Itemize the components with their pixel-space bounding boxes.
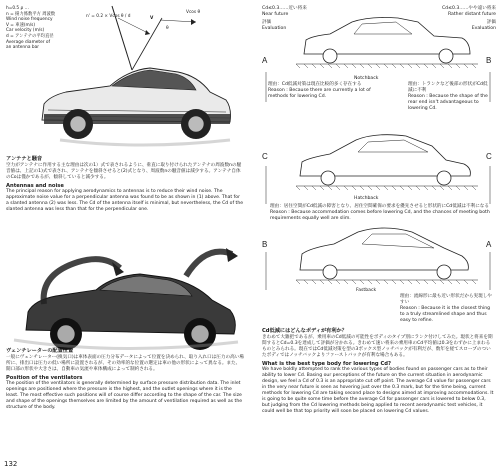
legend-line: Car velocity (m/s)	[6, 28, 45, 34]
best-body-text-jp: きわめて大雑把であるが、乗用車のCd低減の可能性をボディのタイプ別にランク付けしてみた。現状と将来を期間するとCd=0.3を達成して評価が分かれる。きわめて速い将来の乗用車のCd平均値は0.3をわずかに上まわるものとみられる。現在ではCd低減対策を型の3ボックス型ノッチバックが有利だが、数年を経てスロープのついたボディではノッチバックよりファーストバックが有利な場合もある。	[262, 334, 493, 358]
hatchback-grade-right: C	[486, 152, 492, 161]
evaluation-label-jp: 評価	[486, 19, 496, 25]
antenna-formula: n' = 0.2 × Vcos θ / d	[86, 14, 131, 19]
hatchback-label: Hatchback	[354, 196, 379, 201]
best-body-heading-jp: Cd低減にはどんなボディが有利か？	[262, 328, 347, 334]
fastback-grade-right: A	[486, 240, 492, 249]
reason-text-en: Reason : Because accommodation comes before lowering Cd, and the chances of meeting both requirements equally well are slim.	[270, 209, 490, 221]
reason-text-en: Reason : Because there are currently a lot of methods for lowering Cd.	[268, 87, 371, 99]
legend-line: Wind noise frequency	[6, 17, 53, 23]
notchback-grade-right: B	[486, 56, 492, 65]
distant-future-title: Cd≤0.3……やや遠い将来	[441, 6, 496, 11]
evaluation-label-jp: 評価	[262, 19, 272, 25]
near-future-subtitle: Near future	[262, 11, 289, 17]
legend-line: h=0.5 ρ …	[6, 6, 29, 11]
notchback-grade-left: A	[262, 56, 268, 65]
evaluation-label-en: Evaluation	[262, 25, 287, 31]
ventilator-text-en: The position of the ventilators is generally determined by surface pressure distribution data. The inlet openings are positioned where the pressure is the highest, and the outlet openings where it is the least. The most effective such positions will of course differ according to the shape of the car. The size and shape of the openings themselves are limited by the amount of ventilation required as well as the structure of the body.	[6, 381, 243, 411]
legend-line: Average diameter of	[6, 39, 50, 45]
best-body-text-en: We have boldly attempted to rank the various types of bodies found on passenger cars as to their ability to lower Cd. Basing our perceptions of the future on the current situation in aerodynamic design, we feel a Cd of 0.3 is an appropriate cut off point. The average Cd value for passenger cars in the very near future is seen as hovering just over the 0.3 mark, but for the time being, current methods for lowering Cd are taking second place to designs aimed at improving accommodations. It is going to be quite some time before the average Cd for passenger cars is lowered to below 0.3, but judging from the Cd lowering methods being applied to recent aerodynamic test vehicles, it could well be that top priority will soon be placed on lowering Cd values.	[262, 367, 494, 415]
ventilator-heading-en: Position of the ventilators	[6, 374, 83, 381]
notchback-reason-right	[408, 82, 492, 112]
legend-line: d = アンテナの平均直径	[6, 33, 54, 39]
legend-line: n = 揚力係数平方 周波数	[6, 11, 56, 17]
fastback-label: Fastback	[356, 288, 377, 293]
fastback-reason	[400, 294, 492, 324]
reason-text-jp: 理由：トランクなど後部の形状がCd低減に不利	[408, 82, 488, 93]
fastback-grade-left: B	[262, 240, 268, 249]
velocity-label: V	[150, 16, 154, 21]
legend-line: V = 車速(m/s)	[6, 22, 36, 28]
ventilator-heading-jp: ヴェンチレーターの配置位置	[6, 348, 74, 354]
reason-text-en: Reason : Because it is the closest thing to a truly streamlined shape and thus easy to refine.	[400, 305, 491, 323]
theta-label: θ	[166, 26, 169, 31]
reason-text-jp: 理由：Cd低減対策は現在比較的多く存在する	[268, 82, 362, 87]
page-number: 132	[4, 460, 18, 468]
notchback-label: Notchback	[354, 76, 379, 81]
evaluation-label-en: Evaluation	[471, 25, 496, 31]
hatchback-grade-left: C	[262, 152, 268, 161]
distant-future-subtitle: Rather distant future	[447, 11, 496, 17]
velocity-cos-label: Vcos θ	[186, 10, 201, 15]
antenna-heading-en: Antennas and noise	[6, 182, 64, 189]
reason-text-jp: 理由：流線形に最も近い形状だから実現しやすい	[400, 294, 492, 305]
antenna-heading-jp: アンテナと騒音	[6, 156, 43, 162]
best-body-section	[262, 328, 494, 415]
reason-text-en: Reason : Because the shape of the rear end isn't advantageous to lowering Cd.	[408, 93, 488, 111]
antenna-text-jp: 空力がアンテナに作用する主な理由は次の1）式で表されるように、垂直に取り付けられたアンテナの周波数nの騒音値は、上記の1)式で表され、アンテナを傾斜させると(2)式となり、周波数nの騒音値は減少する。アンテナ自体のCoは僅かであるが、傾斜していると減少する。	[6, 162, 242, 180]
hatchback-reason	[270, 204, 490, 222]
ventilator-text-jp: 一般にヴェンチレーター(換気口)は車体表面の圧力分布データによって位置を決められ、取り入れ口は圧力の高い場所に、排出口は圧力の低い場所に設置されるが、その効率的な位置の選定は車の他の形状によって異なる。また、開口部の形状や大きさは、自動車の気流や車体構成によって制約される。	[6, 354, 244, 372]
notchback-reason-left	[268, 82, 376, 100]
antenna-text-en: The principal reason for applying aerodynamics to antennas is to reduce their wind noise. The approximate noise value for a perpendicular antenna was found to be as shown in (1) above. That for a slanted antenna (2) was less. The Cd of the antenna itself is minimal, but nevertheless, the Cd of the slanted antenna was less than that for the perpendicular one.	[6, 189, 244, 213]
near-future-title: Cd≤0.3……近い将来	[262, 6, 307, 11]
reason-text-jp: 理由：居住空間がCd低減の障害となり、居住空間確保の要求を優先させると形状的にCd低減は不利になる	[270, 204, 489, 209]
legend-line: an antenna bar	[6, 45, 39, 51]
best-body-heading-en: What is the best type body for lowering Cd?	[262, 360, 391, 367]
